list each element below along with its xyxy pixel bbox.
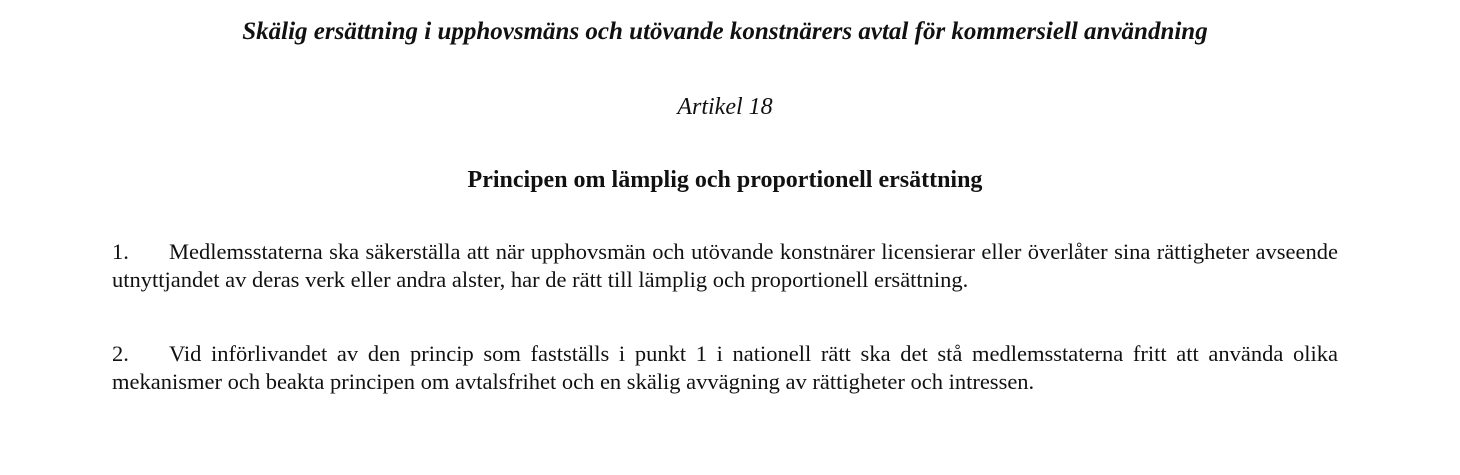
article-title: Principen om lämplig och proportionell ersättning <box>467 167 983 193</box>
paragraph-2 <box>112 340 1338 396</box>
paragraph-2-text: Vid införlivandet av den princip som fastställs i punkt 1 i nationell rätt ska det stå medlemsstaterna fritt att använda olika mekanismer och beakta principen om avtalsfrihet och en skälig avvägning av rättigheter och intressen. <box>112 341 1338 394</box>
section-heading: Skälig ersättning i upphovsmäns och utövande konstnärers avtal för kommersiell användning <box>242 18 1208 45</box>
paragraph-1-text: Medlemsstaterna ska säkerställa att när upphovsmän och utövande konstnärer licensierar eller överlåter sina rättigheter avseende utnyttjandet av deras verk eller andra alster, har de rätt till lämplig och proportionell ersättning. <box>112 239 1338 292</box>
paragraph-1 <box>112 238 1338 294</box>
document-page <box>112 0 1338 475</box>
paragraph-1-number: 1. <box>112 239 129 264</box>
article-number: Artikel 18 <box>677 94 773 120</box>
paragraph-2-number: 2. <box>112 341 129 366</box>
